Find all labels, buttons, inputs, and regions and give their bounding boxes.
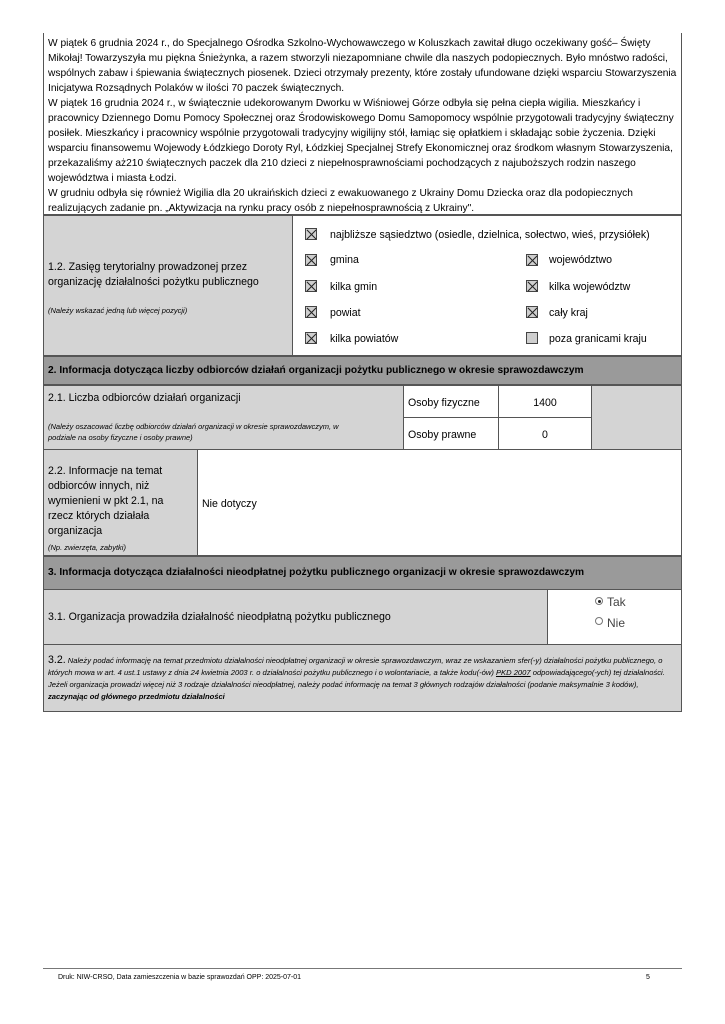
option-kilka-wojewodztw-label: kilka województw xyxy=(549,281,631,293)
s22-value: Nie dotyczy xyxy=(202,498,257,510)
checkbox-sasiedztwo[interactable] xyxy=(305,228,317,240)
option-sasiedztwo-label: najbliższe sąsiedztwo (osiedle, dzielnica, sołectwo, wieś, przysiółek) xyxy=(330,229,650,241)
prawne-label-cell xyxy=(403,417,499,450)
option-wojewodztwo-label: województwo xyxy=(549,254,613,266)
radio-tak[interactable] xyxy=(595,597,603,605)
s32-pkd: PKD 2007 xyxy=(495,668,531,677)
s32-text-2: odpowiadającego(-ych) tej działalności. Jeżeli organizacja prowadzi więcej niż 3 rodzaje działalności nieodpłatnej, należy podać informację na temat 3 głównych rodzajów działalności (podanie maksymalnie 3 kodów), xyxy=(48,668,665,689)
prawne-value-cell xyxy=(498,417,592,450)
s32-instruction-cell xyxy=(43,644,682,712)
radio-tak-label: Tak xyxy=(607,595,626,609)
checkbox-gmina[interactable] xyxy=(305,254,317,266)
checkbox-za-granica[interactable] xyxy=(526,332,538,344)
s12-label: 1.2. Zasięg terytorialny prowadzonej przez organizację działalności pożytku publicznego xyxy=(48,261,259,288)
checkbox-kilka-powiatow[interactable] xyxy=(305,332,317,344)
fizyczne-value-cell xyxy=(498,385,592,418)
intro-paragraph-1: W piątek 6 grudnia 2024 r., do Specjalnego Ośrodka Szkolno-Wychowawczego w Koluszkach zawitał długo oczekiwany gość– Święty Mikołaj! Towarzyszyła mu piękna Śnieżynka, a razem stworzyli niezapomniane chwile dla naszych podopiecznych. Było mnóstwo radości, wspólnych zabaw i śpiewania świątecznych piosenek. Dzieci otrzymały prezenty, które zostały ufundowane dzięki wsparciu Stowarzyszenia Inicjatywa Rozsądnych Polaków w ilości 70 paczek świątecznych. xyxy=(48,38,677,94)
section-2-header: 2. Informacja dotycząca liczby odbiorców działań organizacji pożytku publicznego w okresie sprawozdawczym xyxy=(43,356,682,385)
s21-label: 2.1. Liczba odbiorców działań organizacji xyxy=(48,392,241,404)
checkbox-powiat[interactable] xyxy=(305,306,317,318)
s31-label-cell xyxy=(43,589,548,645)
option-caly-kraj-label: cały kraj xyxy=(549,307,588,319)
checkbox-caly-kraj[interactable] xyxy=(526,306,538,318)
s31-label: 3.1. Organizacja prowadziła działalność nieodpłatną pożytku publicznego xyxy=(48,611,391,623)
fizyczne-label: Osoby fizyczne xyxy=(408,397,480,409)
s22-note: (Np. zwierzęta, zabytki) xyxy=(48,543,126,552)
intro-paragraph-2: W piątek 16 grudnia 2024 r., w świątecznie udekorowanym Dworku w Wiśniowej Górze odbyła się pełna ciepła wigilia. Mieszkańcy i pracownicy Dziennego Domu Pomocy Społecznej oraz Środowiskowego Domu Samopomocy wspólnie przygotowali tradycyjny świąteczny posiłek. Mieszkańcy i pracownicy wspólnie przygotowali tradycyjny wigilijny stół, łamiąc się opłatkiem i składając sobie życzenia. Dzięki wsparciu finansowemu Wojewody Łódzkiego Doroty Ryl, Łódzkiej Specjalnej Strefy Ekonomicznej oraz środkom własnym Stowarzyszenia, przekazaliśmy aż210 świątecznych paczek dla 210 dzieci z niepełnosprawnościami pochodzących z najuboższych rodzin naszego województwa i miasta Łodzi. xyxy=(48,98,674,184)
intro-paragraph-3: W grudniu odbyła się również Wigilia dla 20 ukraińskich dzieci z ewakuowanego z Ukrainy Domu Dziecka oraz dla podopiecznych realizujących zadanie pn. „Aktywizacja na rynku pracy osób z niepełnosprawnością z Ukrainy". xyxy=(48,188,633,214)
page-number: 5 xyxy=(646,974,650,981)
s21-label-cell xyxy=(43,385,404,450)
s22-value-cell xyxy=(197,449,682,556)
option-powiat-label: powiat xyxy=(330,307,361,319)
footer-divider xyxy=(43,968,682,969)
option-kilka-powiatow-label: kilka powiatów xyxy=(330,333,399,345)
checkbox-wojewodztwo[interactable] xyxy=(526,254,538,266)
option-kilka-gmin-label: kilka gmin xyxy=(330,281,378,293)
prawne-value: 0 xyxy=(542,429,548,441)
checkbox-kilka-wojewodztw[interactable] xyxy=(526,280,538,292)
s31-radio-cell xyxy=(547,589,682,645)
s12-options-cell xyxy=(292,215,682,356)
footer-text: Druk: NIW-CRSO, Data zamieszczenia w bazie sprawozdań OPP: 2025-07-01 xyxy=(58,974,302,981)
s32-bold: zaczynając od głównego przedmiotu działalności xyxy=(48,692,225,701)
s32-number: 3.2. xyxy=(48,654,66,666)
fizyczne-label-cell xyxy=(403,385,499,418)
s12-label-cell xyxy=(43,215,293,356)
s21-filler-cell xyxy=(591,385,682,450)
option-za-granica-label: poza granicami kraju xyxy=(549,333,647,345)
intro-text-block xyxy=(43,33,682,215)
s22-label: 2.2. Informacje na temat odbiorców innych, niż wymienieni w pkt 2.1, na rzecz których działała organizacja xyxy=(48,465,164,537)
option-gmina-label: gmina xyxy=(330,254,359,266)
radio-nie[interactable] xyxy=(595,617,603,625)
checkbox-kilka-gmin[interactable] xyxy=(305,280,317,292)
radio-nie-label: Nie xyxy=(607,616,626,630)
s12-note: (Należy wskazać jedną lub więcej pozycji) xyxy=(48,306,188,315)
section-3-header: 3. Informacja dotycząca działalności nieodpłatnej pożytku publicznego organizacji w okresie sprawozdawczym xyxy=(43,556,682,590)
prawne-label: Osoby prawne xyxy=(408,429,477,441)
s22-label-cell xyxy=(43,449,198,556)
s21-note: (Należy oszacować liczbę odbiorców działań organizacji w okresie sprawozdawczym, w podziale na osoby fizyczne i osoby prawne) xyxy=(48,422,339,442)
fizyczne-value: 1400 xyxy=(533,397,557,409)
s32-text: Należy podać informację na temat przedmiotu działalności nieodpłatnej organizacji w okresie sprawozdawczym, wraz ze wskazaniem sfer(-y) działalności pożytku publicznego, o których mowa w art. 4 ust.1 ustawy z dnia 24 kwietnia 2003 r. o działalności pożytku publicznego i o wolontariacie, a także kodu(-ów) xyxy=(48,656,663,677)
